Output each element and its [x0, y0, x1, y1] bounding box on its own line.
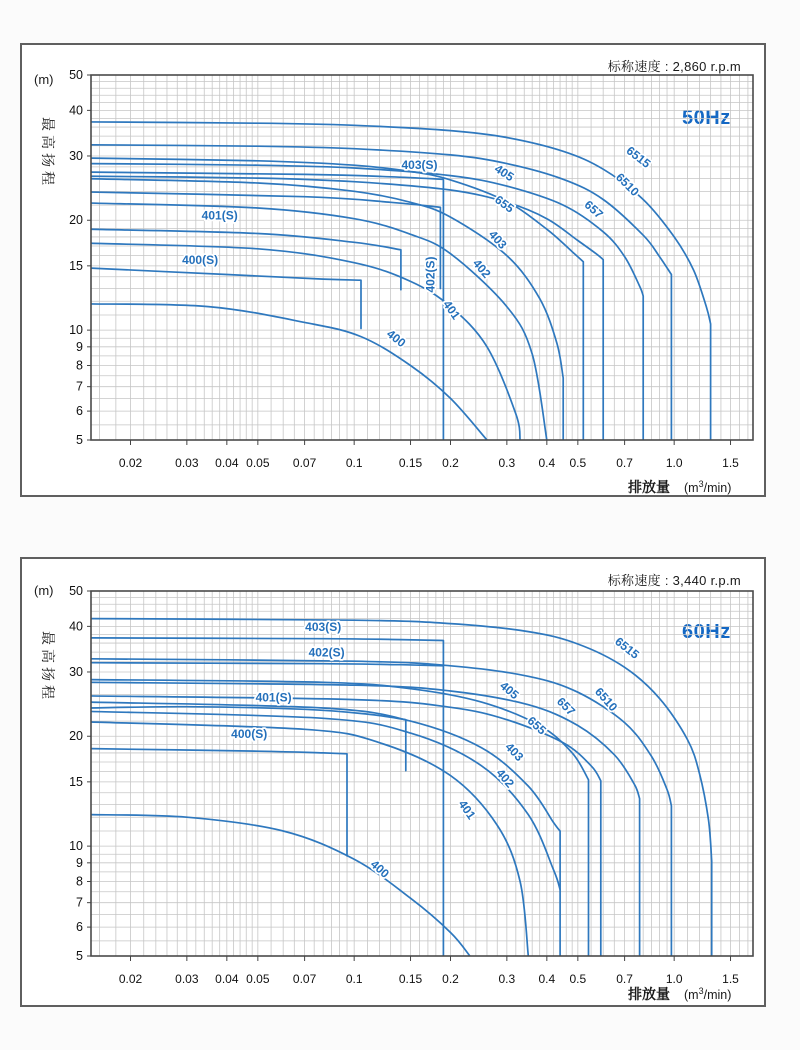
- x-axis-unit: $(m^3/\min)$: [684, 986, 732, 1002]
- x-tick-label: 0.15: [398, 456, 423, 470]
- y-tick-label: 15: [69, 258, 83, 273]
- curve-label-401(S): 401(S): [255, 690, 292, 705]
- curve-label-403: 403: [485, 227, 510, 252]
- x-tick-label: 0.15: [398, 972, 423, 986]
- x-tick-label: 1.0: [665, 972, 683, 986]
- x-tick-label: 0.4: [538, 972, 556, 986]
- curve-label-401(S): 401(S): [201, 208, 238, 223]
- curve-label-405: 405: [497, 678, 522, 703]
- x-tick-label: 0.2: [442, 972, 459, 986]
- curve-label-401: 401: [440, 297, 464, 323]
- chart-canvas-60hz: [22, 559, 764, 1005]
- x-tick-label: 0.7: [616, 972, 633, 986]
- curve-label-402: 402: [469, 256, 494, 281]
- curves: [89, 122, 711, 440]
- y-tick-label: 10: [69, 839, 83, 854]
- y-tick-label: 7: [76, 379, 83, 394]
- x-tick-label: 0.4: [538, 456, 556, 470]
- x-tick-label: 0.04: [215, 456, 239, 470]
- curve-403: [89, 702, 560, 956]
- x-tick-label: 0.07: [292, 972, 317, 986]
- x-axis-title: 排放量: [628, 986, 670, 1002]
- x-tick-label: 1.5: [722, 456, 739, 470]
- curve-655: [89, 176, 604, 440]
- x-tick-label: 0.7: [616, 456, 633, 470]
- x-tick-label: 0.1: [345, 456, 363, 470]
- curve-label-655: 655: [492, 192, 517, 216]
- curve-label-400: 400: [367, 857, 393, 881]
- curve-6515: [89, 619, 712, 956]
- curve-label-403(S): 403(S): [305, 620, 342, 635]
- y-tick-label: 9: [76, 855, 83, 870]
- x-tick-label: 0.5: [569, 972, 587, 986]
- x-tick-label: 0.04: [215, 972, 239, 986]
- y-axis-title-60hz: 最高扬程: [40, 631, 56, 703]
- x-axis-unit: $(m^3/\min)$: [684, 479, 732, 495]
- curve-403(S): [89, 172, 444, 440]
- freq-label-50hz: 50Hz: [682, 107, 731, 129]
- curve-label-657: 657: [581, 197, 606, 222]
- curve-label-403(S): 403(S): [401, 158, 438, 173]
- curve-label-657: 657: [553, 694, 579, 719]
- y-tick-label: 8: [76, 874, 83, 889]
- x-tick-label: 0.1: [345, 972, 363, 986]
- curve-label-6510: 6510: [592, 684, 621, 715]
- chart-header-60hz: 标称速度 : 3,440 r.p.m: [607, 573, 741, 588]
- curve-400: [89, 815, 470, 956]
- curve-400(S): [89, 749, 347, 856]
- chart-header-50hz: 标称速度 : 2,860 r.p.m: [607, 59, 741, 74]
- curve-label-402(S): 402(S): [308, 645, 345, 660]
- curve-400: [89, 304, 487, 440]
- curve-label-6510: 6510: [613, 170, 642, 199]
- y-axis-unit-60hz: (m): [34, 583, 54, 598]
- x-tick-label: 0.02: [118, 456, 143, 470]
- x-tick-label: 0.2: [442, 456, 459, 470]
- curve-labels: [231, 620, 642, 881]
- curve-label-403: 403: [502, 739, 527, 764]
- y-tick-label: 40: [69, 619, 83, 634]
- curve-label-405: 405: [492, 161, 517, 185]
- chart-canvas-50hz: [22, 45, 764, 495]
- panel-60hz: [20, 557, 766, 1007]
- axis-tick-labels: [69, 584, 739, 986]
- y-tick-label: 20: [69, 729, 83, 744]
- y-tick-label: 6: [76, 404, 83, 419]
- x-tick-label: 0.05: [246, 456, 270, 470]
- curve-label-402(S): 402(S): [423, 256, 438, 293]
- x-tick-label: 0.03: [175, 972, 199, 986]
- y-tick-label: 50: [69, 584, 83, 598]
- y-tick-label: 30: [69, 664, 83, 679]
- y-tick-label: 5: [76, 433, 83, 447]
- x-tick-label: 0.5: [569, 456, 587, 470]
- y-tick-label: 50: [69, 68, 83, 82]
- y-tick-label: 8: [76, 358, 83, 373]
- x-axis-title: 排放量: [628, 479, 670, 495]
- curve-label-655: 655: [524, 713, 549, 738]
- grid: [91, 591, 753, 956]
- y-tick-label: 30: [69, 148, 83, 163]
- x-tick-label: 0.07: [292, 456, 317, 470]
- curve-label-6515: 6515: [612, 634, 642, 662]
- y-axis-title-50hz: 最高扬程: [40, 117, 56, 189]
- curve-402(S): [89, 192, 441, 289]
- curve-label-400(S): 400(S): [182, 252, 219, 267]
- plot-border: [91, 591, 753, 956]
- y-tick-label: 10: [69, 323, 83, 338]
- x-tick-label: 0.03: [175, 456, 199, 470]
- x-tick-label: 0.3: [498, 972, 516, 986]
- y-tick-label: 5: [76, 949, 83, 963]
- x-tick-label: 0.02: [118, 972, 143, 986]
- x-tick-label: 0.3: [498, 456, 516, 470]
- y-tick-label: 15: [69, 774, 83, 789]
- x-tick-label: 0.05: [246, 972, 270, 986]
- y-tick-label: 6: [76, 920, 83, 935]
- panel-50hz: [20, 43, 766, 497]
- y-tick-label: 20: [69, 213, 83, 228]
- curve-label-6515: 6515: [623, 143, 654, 171]
- curve-403: [89, 179, 564, 440]
- curve-label-400: 400: [384, 326, 409, 351]
- x-tick-label: 1.5: [722, 972, 739, 986]
- y-tick-label: 40: [69, 103, 83, 118]
- x-tick-label: 1.0: [665, 456, 683, 470]
- curve-label-402: 402: [493, 766, 517, 791]
- curve-label-400(S): 400(S): [231, 726, 268, 741]
- y-tick-label: 7: [76, 895, 83, 910]
- curves: [89, 619, 712, 956]
- y-tick-label: 9: [76, 339, 83, 354]
- y-axis-unit-50hz: (m): [34, 72, 54, 87]
- curve-label-401: 401: [455, 797, 479, 822]
- freq-label-60hz: 60Hz: [682, 621, 731, 643]
- curve-402(S): [89, 663, 444, 666]
